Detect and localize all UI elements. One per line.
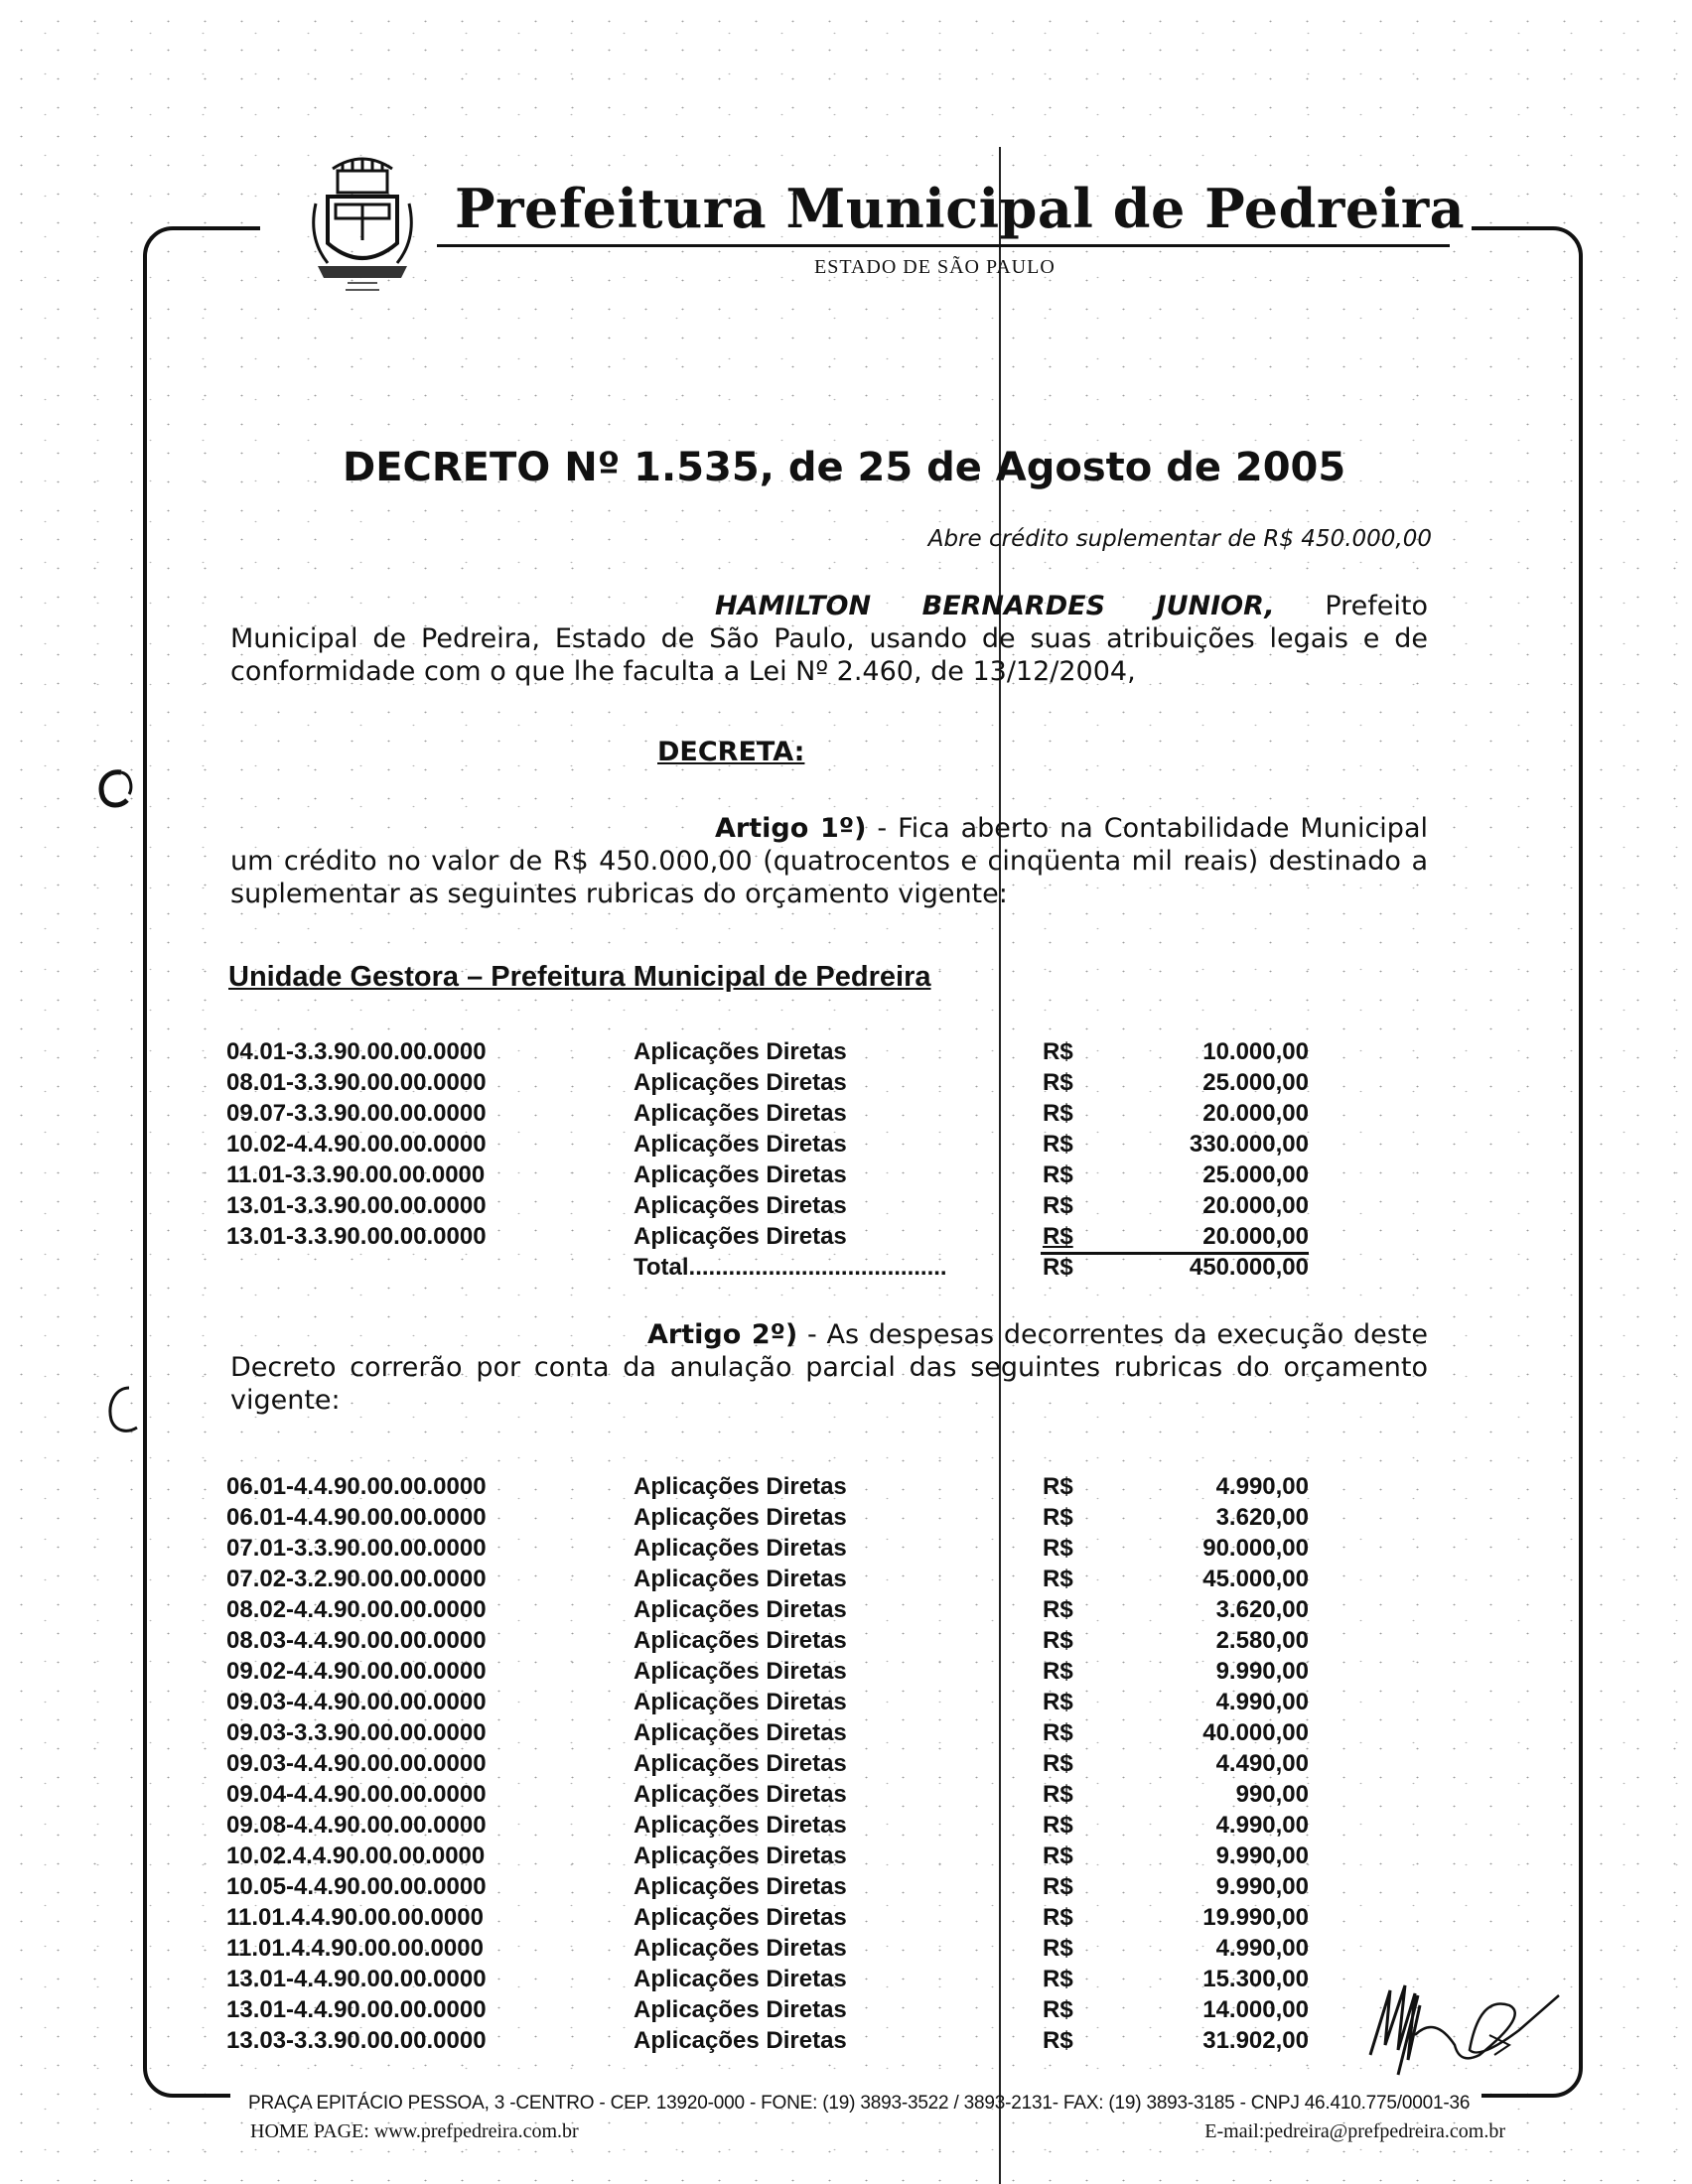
cell-cur: R$ <box>1043 1069 1073 1096</box>
punch-hole-mark-icon <box>99 1382 149 1441</box>
cell-amount: 9.990,00 <box>1215 1658 1309 1685</box>
cell-amount: 3.620,00 <box>1215 1504 1309 1531</box>
cell-desc: Aplicações Diretas <box>634 1627 847 1654</box>
cell-desc: Aplicações Diretas <box>634 1812 847 1839</box>
cell-amount: 3.620,00 <box>1215 1596 1309 1623</box>
decree-title: DECRETO Nº 1.535, de 25 de Agosto de 2005 <box>343 445 1346 490</box>
cell-code: 11.01-3.3.90.00.00.0000 <box>226 1161 486 1188</box>
cell-amount: 990,00 <box>1235 1781 1309 1808</box>
cell-code: 13.01-3.3.90.00.00.0000 <box>226 1192 487 1219</box>
org-state: ESTADO DE SÃO PAULO <box>814 256 1056 278</box>
cell-code: 13.03-3.3.90.00.00.0000 <box>226 2027 487 2054</box>
footer-homepage[interactable]: HOME PAGE: www.prefpedreira.com.br <box>250 2120 579 2142</box>
cell-desc: Aplicações Diretas <box>634 1161 847 1188</box>
cell-cur: R$ <box>1043 1038 1073 1065</box>
cell-desc: Aplicações Diretas <box>634 1658 847 1685</box>
preamble-text: Prefeito Municipal de Pedreira, Estado de São Paulo, usando de suas atribuições legais e de conformidade com o que lhe faculta a Lei Nº 2.460, de 13/12/2004, <box>230 591 1429 687</box>
cell-cur: R$ <box>1043 1781 1073 1808</box>
cell-cur: R$ <box>1043 1843 1073 1869</box>
cell-code: 09.03-4.4.90.00.00.0000 <box>226 1689 487 1715</box>
cell-cur: R$ <box>1043 1966 1073 1992</box>
cell-desc: Aplicações Diretas <box>634 1566 847 1592</box>
cell-cur: R$ <box>1043 1904 1073 1931</box>
cell-amount: 4.490,00 <box>1215 1750 1309 1777</box>
cell-code: 10.02.4.4.90.00.00.0000 <box>226 1843 486 1869</box>
cell-cur: R$ <box>1043 1873 1073 1900</box>
header-rule <box>437 244 1450 247</box>
cell-code: 13.01-3.3.90.00.00.0000 <box>226 1223 487 1250</box>
cell-desc: Aplicações Diretas <box>634 1038 847 1065</box>
cell-desc: Aplicações Diretas <box>634 1719 847 1746</box>
footer-address: PRAÇA EPITÁCIO PESSOA, 3 -CENTRO - CEP. 13920-000 - FONE: (19) 3893-3522 / 3893-2131- FAX: (19) 3893-3185 - CNPJ 46.410.775/0001-36 <box>248 2093 1471 2114</box>
cell-amount: 25.000,00 <box>1202 1069 1309 1096</box>
cell-amount: 15.300,00 <box>1202 1966 1309 1992</box>
cell-cur: R$ <box>1043 1812 1073 1839</box>
cell-code: 06.01-4.4.90.00.00.0000 <box>226 1504 487 1531</box>
cell-amount: 90.000,00 <box>1202 1535 1309 1562</box>
cell-code: 11.01.4.4.90.00.00.0000 <box>226 1904 484 1931</box>
cell-cur: R$ <box>1043 1658 1073 1685</box>
cell-desc: Aplicações Diretas <box>634 1192 847 1219</box>
cell-cur: R$ <box>1043 2027 1073 2054</box>
cell-cur: R$ <box>1043 1935 1073 1962</box>
punch-hole-mark-icon <box>91 764 141 814</box>
unit-heading: Unidade Gestora – Prefeitura Municipal de Pedreira <box>228 961 931 993</box>
cell-cur: R$ <box>1043 1689 1073 1715</box>
cell-code: 07.01-3.3.90.00.00.0000 <box>226 1535 487 1562</box>
cell-amount: 4.990,00 <box>1215 1812 1309 1839</box>
cell-code: 09.08-4.4.90.00.00.0000 <box>226 1812 487 1839</box>
cell-desc: Aplicações Diretas <box>634 1223 847 1250</box>
cell-desc: Aplicações Diretas <box>634 1596 847 1623</box>
cell-desc: Aplicações Diretas <box>634 1069 847 1096</box>
cell-amount: 9.990,00 <box>1215 1873 1309 1900</box>
cell-desc: Aplicações Diretas <box>634 1966 847 1992</box>
cell-desc: Aplicações Diretas <box>634 2027 847 2054</box>
cell-amount: 2.580,00 <box>1215 1627 1309 1654</box>
total-total-cur: R$ <box>1043 1254 1073 1281</box>
total-total-amount: 450.000,00 <box>1189 1254 1309 1281</box>
cell-amount: 20.000,00 <box>1202 1100 1309 1127</box>
cell-amount: 31.902,00 <box>1202 2027 1309 2054</box>
cell-desc: Aplicações Diretas <box>634 1781 847 1808</box>
cell-cur: R$ <box>1043 1161 1073 1188</box>
cell-code: 09.03-3.3.90.00.00.0000 <box>226 1719 487 1746</box>
cell-desc: Aplicações Diretas <box>634 1131 847 1158</box>
cell-cur: R$ <box>1043 1504 1073 1531</box>
cell-desc: Aplicações Diretas <box>634 1843 847 1869</box>
cell-amount: 20.000,00 <box>1202 1192 1309 1219</box>
cell-cur: R$ <box>1043 1627 1073 1654</box>
cell-cur: R$ <box>1043 1100 1073 1127</box>
cell-code: 08.01-3.3.90.00.00.0000 <box>226 1069 487 1096</box>
cell-cur: R$ <box>1043 1719 1073 1746</box>
org-title: Prefeitura Municipal de Pedreira <box>455 177 1466 240</box>
cell-desc: Aplicações Diretas <box>634 1100 847 1127</box>
cell-cur: R$ <box>1043 1596 1073 1623</box>
article2-label: Artigo 2º) <box>647 1319 798 1350</box>
cell-code: 09.04-4.4.90.00.00.0000 <box>226 1781 487 1808</box>
cell-cur: R$ <box>1043 1750 1073 1777</box>
cell-amount: 10.000,00 <box>1202 1038 1309 1065</box>
cell-code: 09.07-3.3.90.00.00.0000 <box>226 1100 487 1127</box>
article2-text: - As despesas decorrentes da execução deste Decreto correrão por conta da anulação parcial das seguintes rubricas do orçamento vigente: <box>230 1319 1428 1416</box>
cell-desc: Aplicações Diretas <box>634 1750 847 1777</box>
preamble-paragraph <box>230 590 1428 688</box>
cell-code: 10.02-4.4.90.00.00.0000 <box>226 1131 487 1158</box>
cell-code: 10.05-4.4.90.00.00.0000 <box>226 1873 487 1900</box>
cell-amount: 19.990,00 <box>1202 1904 1309 1931</box>
cell-code: 13.01-4.4.90.00.00.0000 <box>226 1966 487 1992</box>
cell-desc: Aplicações Diretas <box>634 1535 847 1562</box>
mayor-name: HAMILTON BERNARDES JUNIOR, <box>715 591 1275 621</box>
cell-code: 11.01.4.4.90.00.00.0000 <box>226 1935 484 1962</box>
cell-code: 08.03-4.4.90.00.00.0000 <box>226 1627 487 1654</box>
municipal-crest-icon <box>298 149 427 298</box>
cell-amount: 25.000,00 <box>1202 1161 1309 1188</box>
cell-code: 07.02-3.2.90.00.00.0000 <box>226 1566 487 1592</box>
decreta-heading: DECRETA: <box>657 737 805 767</box>
cell-desc: Aplicações Diretas <box>634 1935 847 1962</box>
cell-cur: R$ <box>1043 1535 1073 1562</box>
decree-summary: Abre crédito suplementar de R$ 450.000,00 <box>927 526 1432 552</box>
cell-amount: 4.990,00 <box>1215 1935 1309 1962</box>
cell-desc: Aplicações Diretas <box>634 1873 847 1900</box>
cell-cur: R$ <box>1043 1566 1073 1592</box>
total-total-label: Total....................................... <box>634 1254 947 1281</box>
cell-cur: R$ <box>1043 1996 1073 2023</box>
cell-cur: R$ <box>1043 1473 1073 1500</box>
cell-code: 13.01-4.4.90.00.00.0000 <box>226 1996 487 2023</box>
cell-amount: 40.000,00 <box>1202 1719 1309 1746</box>
cell-code: 04.01-3.3.90.00.00.0000 <box>226 1038 487 1065</box>
article1-text: - Fica aberto na Contabilidade Municipal um crédito no valor de R$ 450.000,00 (quatrocentos e cinqüenta mil reais) destinado a suplementar as seguintes rubricas do orçamento vigente: <box>230 813 1428 909</box>
article1-label: Artigo 1º) <box>715 813 867 844</box>
cell-code: 06.01-4.4.90.00.00.0000 <box>226 1473 487 1500</box>
cell-desc: Aplicações Diretas <box>634 1904 847 1931</box>
cell-cur: R$ <box>1043 1192 1073 1219</box>
cell-amount: 330.000,00 <box>1189 1131 1309 1158</box>
cell-desc: Aplicações Diretas <box>634 1689 847 1715</box>
cell-desc: Aplicações Diretas <box>634 1473 847 1500</box>
cell-cur: R$ <box>1043 1223 1073 1250</box>
signature-icon <box>1360 1976 1599 2095</box>
article1-paragraph <box>230 812 1428 910</box>
cell-code: 08.02-4.4.90.00.00.0000 <box>226 1596 487 1623</box>
cell-amount: 45.000,00 <box>1202 1566 1309 1592</box>
cell-amount: 9.990,00 <box>1215 1843 1309 1869</box>
article2-paragraph <box>230 1318 1428 1417</box>
cell-code: 09.03-4.4.90.00.00.0000 <box>226 1750 487 1777</box>
cell-amount: 4.990,00 <box>1215 1473 1309 1500</box>
cell-desc: Aplicações Diretas <box>634 1996 847 2023</box>
cell-amount: 4.990,00 <box>1215 1689 1309 1715</box>
cell-code: 09.02-4.4.90.00.00.0000 <box>226 1658 487 1685</box>
cell-amount: 20.000,00 <box>1202 1223 1309 1250</box>
cell-amount: 14.000,00 <box>1202 1996 1309 2023</box>
cell-cur: R$ <box>1043 1131 1073 1158</box>
cell-desc: Aplicações Diretas <box>634 1504 847 1531</box>
footer-email[interactable]: E-mail:pedreira@prefpedreira.com.br <box>1204 2120 1505 2142</box>
